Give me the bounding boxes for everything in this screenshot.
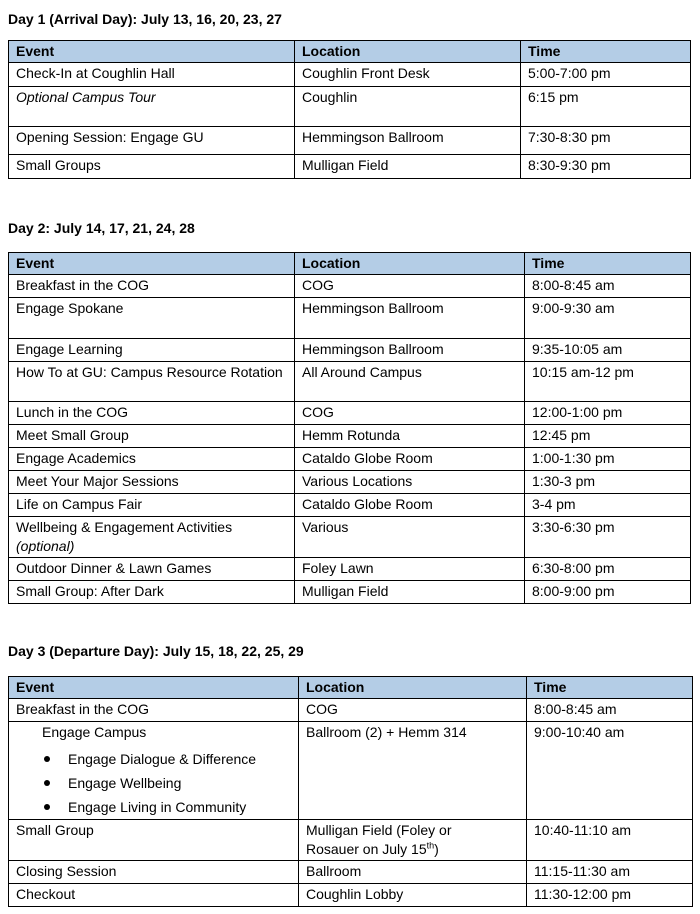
table-row — [9, 699, 693, 722]
table-row — [9, 861, 693, 884]
table-row — [9, 722, 693, 820]
table-row — [9, 127, 691, 155]
table-row — [9, 155, 691, 179]
location-cell: Mulligan Field — [295, 155, 521, 179]
location-cell: Cataldo Globe Room — [295, 448, 525, 471]
col-header-location: Location — [295, 41, 521, 63]
time-cell: 7:30-8:30 pm — [521, 127, 691, 155]
table-header-row — [9, 677, 693, 699]
table-row — [9, 471, 691, 494]
col-header-event: Event — [9, 677, 299, 699]
event-cell: Small Group — [9, 820, 299, 861]
location-cell: Ballroom (2) + Hemm 314 — [299, 722, 527, 820]
table-row — [9, 402, 691, 425]
table-row — [9, 425, 691, 448]
table-row — [9, 494, 691, 517]
location-cell: Coughlin Lobby — [299, 884, 527, 907]
location-cell: All Around Campus — [295, 362, 525, 402]
time-cell: 8:00-8:45 am — [525, 275, 691, 298]
ordinal-suffix: th — [426, 840, 435, 851]
table-row — [9, 339, 691, 362]
table-row — [9, 820, 693, 861]
event-cell: Meet Your Major Sessions — [9, 471, 295, 494]
event-cell — [9, 722, 299, 820]
time-cell: 9:35-10:05 am — [525, 339, 691, 362]
event-cell: Small Group: After Dark — [9, 581, 295, 604]
table-row — [9, 884, 693, 907]
day3-heading: Day 3 (Departure Day): July 15, 18, 22, 25, 29 — [8, 643, 304, 659]
event-cell: Engage Learning — [9, 339, 295, 362]
col-header-event: Event — [9, 253, 295, 275]
table-row — [9, 298, 691, 339]
event-cell: Engage Spokane — [9, 298, 295, 339]
location-cell: COG — [295, 402, 525, 425]
day2-table — [8, 252, 691, 604]
location-cell: Hemmingson Ballroom — [295, 127, 521, 155]
event-cell: Closing Session — [9, 861, 299, 884]
event-cell: Small Groups — [9, 155, 295, 179]
col-header-time: Time — [525, 253, 691, 275]
day2-heading: Day 2: July 14, 17, 21, 24, 28 — [8, 220, 195, 236]
time-cell: 1:30-3 pm — [525, 471, 691, 494]
event-cell: How To at GU: Campus Resource Rotation — [9, 362, 295, 402]
day1-table — [8, 40, 691, 179]
col-header-time: Time — [521, 41, 691, 63]
location-line-2-text: Rosauer on July 15 — [306, 841, 427, 857]
location-cell: Hemm Rotunda — [295, 425, 525, 448]
location-cell: Ballroom — [299, 861, 527, 884]
time-cell: 6:15 pm — [521, 87, 691, 127]
time-cell: 5:00-7:00 pm — [521, 63, 691, 87]
location-cell: Hemmingson Ballroom — [295, 298, 525, 339]
time-cell: 10:40-11:10 am — [527, 820, 693, 861]
day3-table — [8, 676, 693, 907]
col-header-location: Location — [299, 677, 527, 699]
event-text: Engage Campus — [42, 724, 147, 740]
list-item: Engage Dialogue & Difference — [16, 747, 292, 771]
col-header-time: Time — [527, 677, 693, 699]
location-line-2-end: ) — [434, 841, 439, 857]
event-cell: Engage Academics — [9, 448, 295, 471]
time-cell: 11:30-12:00 pm — [527, 884, 693, 907]
event-cell: Opening Session: Engage GU — [9, 127, 295, 155]
location-cell: Coughlin — [295, 87, 521, 127]
table-row — [9, 517, 691, 558]
event-cell: Life on Campus Fair — [9, 494, 295, 517]
day1-heading: Day 1 (Arrival Day): July 13, 16, 20, 23, 27 — [8, 11, 282, 27]
location-cell: Coughlin Front Desk — [295, 63, 521, 87]
event-cell: Meet Small Group — [9, 425, 295, 448]
event-cell: Outdoor Dinner & Lawn Games — [9, 558, 295, 581]
location-cell — [299, 820, 527, 861]
location-cell: Various — [295, 517, 525, 558]
location-cell: Foley Lawn — [295, 558, 525, 581]
location-cell: COG — [295, 275, 525, 298]
event-cell: Check-In at Coughlin Hall — [9, 63, 295, 87]
location-cell: COG — [299, 699, 527, 722]
time-cell: 1:00-1:30 pm — [525, 448, 691, 471]
location-line-1: Mulligan Field (Foley or — [306, 822, 452, 838]
event-note: (optional) — [16, 538, 75, 554]
location-cell: Hemmingson Ballroom — [295, 339, 525, 362]
time-cell: 12:00-1:00 pm — [525, 402, 691, 425]
table-row — [9, 275, 691, 298]
location-cell: Cataldo Globe Room — [295, 494, 525, 517]
time-cell: 12:45 pm — [525, 425, 691, 448]
event-cell: Optional Campus Tour — [9, 87, 295, 127]
list-item: Engage Wellbeing — [16, 771, 292, 795]
table-row — [9, 448, 691, 471]
event-cell: Breakfast in the COG — [9, 275, 295, 298]
event-text: Wellbeing & Engagement Activities — [16, 519, 233, 535]
col-header-event: Event — [9, 41, 295, 63]
time-cell: 9:00-10:40 am — [527, 722, 693, 820]
event-cell: Breakfast in the COG — [9, 699, 299, 722]
col-header-location: Location — [295, 253, 525, 275]
table-row — [9, 581, 691, 604]
location-cell: Various Locations — [295, 471, 525, 494]
location-cell: Mulligan Field — [295, 581, 525, 604]
time-cell: 3:30-6:30 pm — [525, 517, 691, 558]
location-line-2 — [306, 840, 520, 859]
list-item: Engage Living in Community — [16, 795, 292, 819]
table-row — [9, 558, 691, 581]
table-row — [9, 87, 691, 127]
time-cell: 3-4 pm — [525, 494, 691, 517]
time-cell: 8:30-9:30 pm — [521, 155, 691, 179]
event-cell — [9, 517, 295, 558]
table-row — [9, 362, 691, 402]
table-header-row — [9, 41, 691, 63]
time-cell: 8:00-8:45 am — [527, 699, 693, 722]
time-cell: 11:15-11:30 am — [527, 861, 693, 884]
table-header-row — [9, 253, 691, 275]
time-cell: 9:00-9:30 am — [525, 298, 691, 339]
table-row — [9, 63, 691, 87]
event-cell: Checkout — [9, 884, 299, 907]
event-cell: Lunch in the COG — [9, 402, 295, 425]
time-cell: 10:15 am-12 pm — [525, 362, 691, 402]
time-cell: 8:00-9:00 pm — [525, 581, 691, 604]
bullet-list — [16, 747, 292, 819]
time-cell: 6:30-8:00 pm — [525, 558, 691, 581]
